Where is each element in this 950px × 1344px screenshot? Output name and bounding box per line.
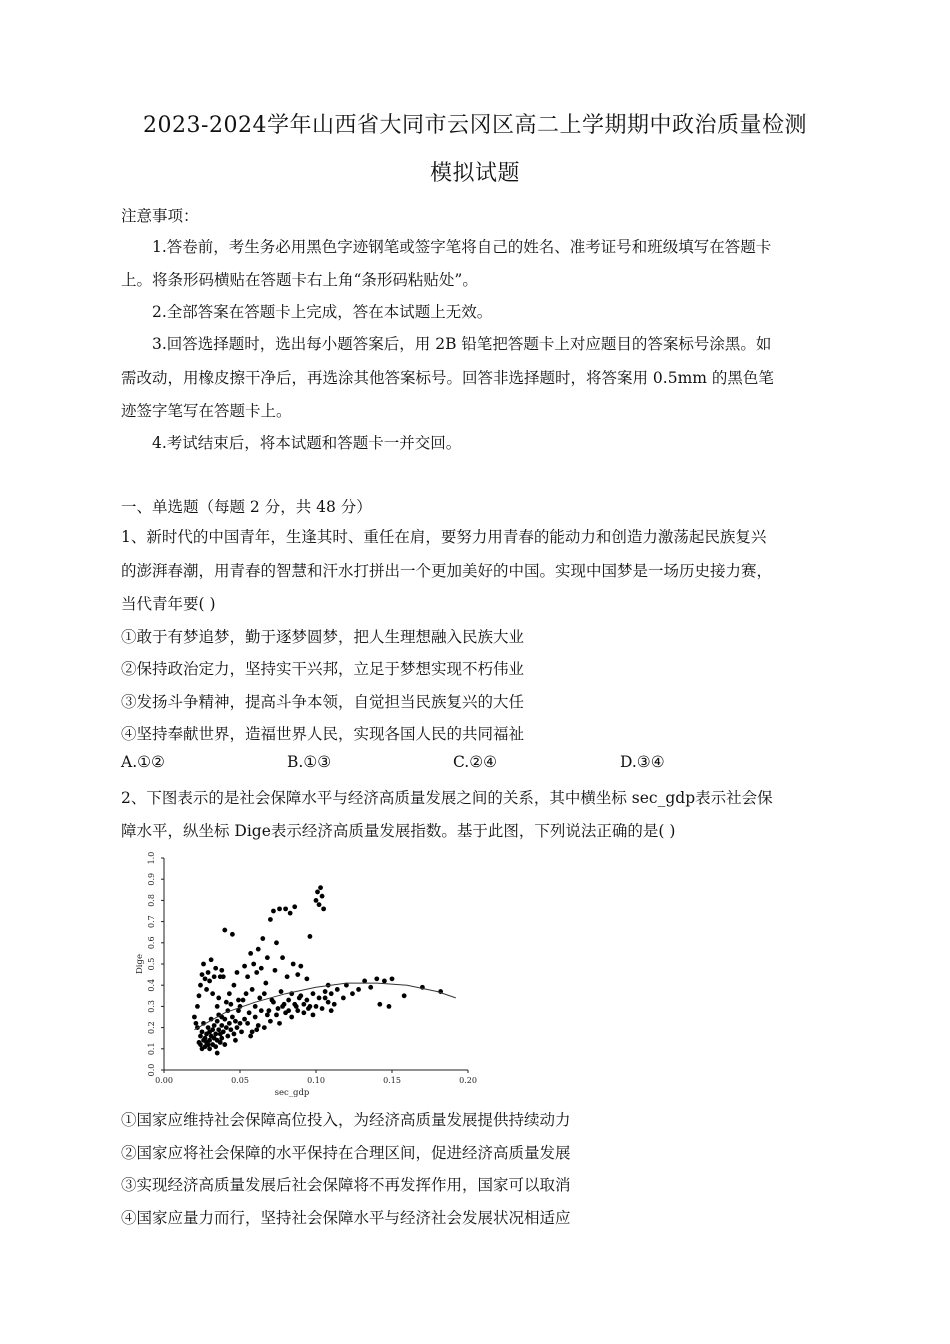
document-title-line2: 模拟试题 bbox=[429, 161, 520, 186]
data-point bbox=[219, 968, 224, 973]
data-point bbox=[279, 989, 284, 994]
data-point bbox=[260, 936, 265, 941]
data-point bbox=[314, 1004, 319, 1009]
data-point bbox=[308, 1004, 313, 1009]
data-point bbox=[198, 983, 203, 988]
data-point bbox=[216, 996, 221, 1001]
data-point bbox=[259, 1008, 264, 1013]
data-point bbox=[236, 998, 241, 1003]
data-point bbox=[206, 970, 211, 975]
data-point bbox=[304, 976, 309, 981]
data-point bbox=[215, 1051, 220, 1056]
data-point bbox=[292, 904, 297, 909]
y-tick-label: 0.0 bbox=[147, 1063, 156, 1077]
data-point bbox=[262, 1025, 267, 1030]
y-tick-label: 0.1 bbox=[147, 1042, 156, 1056]
document-title-line1: 2023-2024学年山西省大同市云冈区高二上学期期中政治质量检测 bbox=[143, 113, 807, 138]
q1-option-d[interactable]: D.③④ bbox=[620, 753, 665, 771]
data-point bbox=[200, 972, 205, 977]
data-point bbox=[374, 976, 379, 981]
data-point bbox=[311, 991, 316, 996]
section-heading: 一、单选题（每题 2 分，共 48 分） bbox=[121, 498, 372, 516]
notice-heading: 注意事项： bbox=[121, 207, 199, 225]
x-tick-label: 0.05 bbox=[231, 1076, 249, 1085]
x-axis-title: sec_gdp bbox=[274, 1088, 310, 1098]
data-point bbox=[256, 947, 261, 952]
data-point bbox=[215, 1019, 220, 1024]
data-point bbox=[390, 976, 395, 981]
data-point bbox=[285, 974, 290, 979]
data-point bbox=[233, 1019, 238, 1024]
data-point bbox=[213, 1044, 218, 1049]
q1-option-a[interactable]: A.①② bbox=[121, 753, 165, 771]
data-point bbox=[238, 1021, 243, 1026]
data-point bbox=[221, 1029, 226, 1034]
data-point bbox=[239, 1029, 244, 1034]
notice-line: 4.考试结束后，将本试题和答题卡一并交回。 bbox=[152, 434, 462, 452]
data-point bbox=[235, 1025, 240, 1030]
data-point bbox=[262, 991, 267, 996]
data-point bbox=[387, 1004, 392, 1009]
q1-item: ③发扬斗争精神，提高斗争本领，自觉担当民族复兴的大任 bbox=[121, 693, 525, 711]
y-tick-label: 0.9 bbox=[147, 872, 156, 886]
data-point bbox=[308, 934, 313, 939]
data-point bbox=[216, 1027, 221, 1032]
data-point bbox=[242, 1017, 247, 1022]
data-point bbox=[329, 1008, 334, 1013]
data-point bbox=[245, 1021, 250, 1026]
q2-stem-line: 2、下图表示的是社会保障水平与经济高质量发展之间的关系，其中横坐标 sec_gdp表示社会保 bbox=[121, 789, 773, 807]
data-point bbox=[248, 951, 253, 956]
data-point bbox=[221, 974, 226, 979]
y-tick-label: 0.8 bbox=[147, 894, 156, 907]
data-point bbox=[321, 906, 326, 911]
data-point bbox=[286, 998, 291, 1003]
data-point bbox=[227, 991, 232, 996]
data-point bbox=[209, 957, 214, 962]
x-tick-label: 0.20 bbox=[459, 1076, 477, 1085]
data-point bbox=[207, 1046, 212, 1051]
data-point bbox=[295, 1008, 300, 1013]
data-point bbox=[263, 981, 268, 986]
data-point bbox=[235, 970, 240, 975]
data-point bbox=[250, 1029, 255, 1034]
data-point bbox=[276, 1006, 281, 1011]
data-point bbox=[323, 996, 328, 1001]
data-point bbox=[265, 1012, 270, 1017]
data-point bbox=[323, 989, 328, 994]
data-point bbox=[332, 1002, 337, 1007]
data-point bbox=[218, 1040, 223, 1045]
data-point bbox=[291, 962, 296, 967]
data-point bbox=[253, 1015, 258, 1020]
data-point bbox=[207, 979, 212, 984]
data-point bbox=[213, 1032, 218, 1037]
y-tick-label: 0.4 bbox=[147, 978, 156, 992]
data-point bbox=[329, 991, 334, 996]
y-tick-label: 1.0 bbox=[147, 851, 156, 865]
notice-line: 2.全部答案在答题卡上完成，答在本试题上无效。 bbox=[152, 303, 493, 321]
q1-stem-line: 当代青年要( ) bbox=[121, 595, 216, 613]
data-point bbox=[280, 1004, 285, 1009]
data-point bbox=[224, 1000, 229, 1005]
data-point bbox=[320, 1006, 325, 1011]
data-point bbox=[242, 964, 247, 969]
data-point bbox=[232, 983, 237, 988]
y-tick-label: 0.7 bbox=[147, 915, 156, 928]
data-point bbox=[292, 1002, 297, 1007]
data-point bbox=[288, 911, 293, 916]
q1-option-b[interactable]: B.①③ bbox=[287, 753, 332, 771]
data-point bbox=[248, 1034, 253, 1039]
data-point bbox=[212, 974, 217, 979]
data-point bbox=[314, 898, 319, 903]
data-point bbox=[228, 1027, 233, 1032]
data-point bbox=[233, 1038, 238, 1043]
q2-item: ②国家应将社会保障的水平保持在合理区间，促进经济高质量发展 bbox=[121, 1144, 571, 1162]
data-point bbox=[350, 991, 355, 996]
data-point bbox=[317, 996, 322, 1001]
scatter-chart bbox=[128, 848, 478, 1100]
data-point bbox=[222, 1042, 227, 1047]
data-point bbox=[317, 902, 322, 907]
data-point bbox=[318, 885, 323, 890]
data-point bbox=[228, 1002, 233, 1007]
data-point bbox=[254, 1027, 259, 1032]
data-point bbox=[206, 1042, 211, 1047]
data-point bbox=[273, 968, 278, 973]
data-point bbox=[295, 972, 300, 977]
data-point bbox=[203, 1036, 208, 1041]
data-point bbox=[259, 966, 264, 971]
data-point bbox=[227, 1021, 232, 1026]
data-point bbox=[256, 1023, 261, 1028]
data-point bbox=[210, 1027, 215, 1032]
data-point bbox=[247, 1010, 252, 1015]
data-point bbox=[311, 1012, 316, 1017]
data-point bbox=[298, 964, 303, 969]
data-point bbox=[210, 991, 215, 996]
notice-line: 需改动，用橡皮擦干净后，再选涂其他答案标号。回答非选择题时，将答案用 0.5mm 的黑色笔 bbox=[121, 369, 774, 387]
data-point bbox=[326, 1000, 331, 1005]
data-point bbox=[283, 906, 288, 911]
data-point bbox=[224, 1025, 229, 1030]
data-point bbox=[320, 894, 325, 899]
data-point bbox=[197, 993, 202, 998]
data-point bbox=[230, 1015, 235, 1020]
q1-stem-line: 1、新时代的中国青年，生逢其时、重任在肩，要努力用青春的能动力和创造力激荡起民族复兴 bbox=[121, 528, 767, 546]
data-point bbox=[215, 1004, 220, 1009]
q1-option-c[interactable]: C.②④ bbox=[453, 753, 498, 771]
data-point bbox=[219, 1023, 224, 1028]
data-point bbox=[204, 987, 209, 992]
data-point bbox=[212, 1023, 217, 1028]
data-point bbox=[251, 962, 256, 967]
x-tick-label: 0.10 bbox=[307, 1076, 325, 1085]
data-point bbox=[271, 909, 276, 914]
q1-item: ④坚持奉献世界，造福世界人民，实现各国人民的共同福祉 bbox=[121, 725, 525, 743]
data-point bbox=[225, 1034, 230, 1039]
data-point bbox=[268, 1019, 273, 1024]
data-point bbox=[289, 1015, 294, 1020]
q1-item: ②保持政治定力，坚持实干兴邦，立足于梦想实现不朽伟业 bbox=[121, 660, 525, 678]
data-point bbox=[198, 1034, 203, 1039]
data-point bbox=[219, 1036, 224, 1041]
data-point bbox=[213, 966, 218, 971]
data-point bbox=[201, 962, 206, 967]
data-point bbox=[198, 1042, 203, 1047]
data-point bbox=[206, 1025, 211, 1030]
data-point bbox=[277, 1021, 282, 1026]
x-tick-label: 0.00 bbox=[155, 1076, 173, 1085]
data-point bbox=[203, 976, 208, 981]
data-point bbox=[382, 979, 387, 984]
data-point bbox=[402, 993, 407, 998]
notice-line: 上。将条形码横贴在答题卡右上角“条形码粘贴处”。 bbox=[121, 271, 478, 289]
data-point bbox=[301, 1010, 306, 1015]
data-point bbox=[194, 1021, 199, 1026]
data-point bbox=[274, 940, 279, 945]
data-point bbox=[274, 1012, 279, 1017]
data-point bbox=[232, 1032, 237, 1037]
data-point bbox=[244, 991, 249, 996]
q2-stem-line: 障水平，纵坐标 Dige表示经济高质量发展指数。基于此图，下列说法正确的是( ) bbox=[121, 822, 676, 840]
data-point bbox=[254, 970, 259, 975]
data-point bbox=[192, 1015, 197, 1020]
data-point bbox=[335, 987, 340, 992]
notice-line: 1.答卷前，考生务必用黑色字迹钢笔或签字笔将自己的姓名、准考证号和班级填写在答题卡 bbox=[152, 238, 772, 256]
data-point bbox=[268, 917, 273, 922]
data-point bbox=[230, 932, 235, 937]
data-point bbox=[257, 996, 262, 1001]
data-point bbox=[241, 998, 246, 1003]
data-point bbox=[301, 1002, 306, 1007]
q1-stem-line: 的澎湃春潮，用青春的智慧和汗水打拼出一个更加美好的中国。实现中国梦是一场历史接力赛， bbox=[121, 562, 773, 580]
data-point bbox=[245, 974, 250, 979]
data-point bbox=[207, 1038, 212, 1043]
q2-item: ①国家应维持社会保障高位投入，为经济高质量发展提供持续动力 bbox=[121, 1111, 571, 1129]
notice-line: 3.回答选择题时，选出每小题答案后，用 2B 铅笔把答题卡上对应题目的答案标号涂黑。如 bbox=[152, 335, 772, 353]
x-tick-label: 0.15 bbox=[383, 1076, 401, 1085]
data-point bbox=[304, 998, 309, 1003]
y-tick-label: 0.5 bbox=[147, 957, 156, 971]
data-point bbox=[368, 985, 373, 990]
data-point bbox=[298, 993, 303, 998]
data-point bbox=[315, 890, 320, 895]
data-point bbox=[277, 906, 282, 911]
data-point bbox=[341, 996, 346, 1001]
notice-line: 迹签字笔写在答题卡上。 bbox=[121, 402, 292, 420]
data-point bbox=[265, 955, 270, 960]
data-point bbox=[200, 1029, 205, 1034]
data-point bbox=[377, 1002, 382, 1007]
data-point bbox=[195, 1004, 200, 1009]
data-point bbox=[280, 955, 285, 960]
y-axis-title: Dige bbox=[135, 953, 145, 975]
data-point bbox=[250, 987, 255, 992]
y-tick-label: 0.6 bbox=[147, 936, 156, 950]
data-point bbox=[356, 987, 361, 992]
y-tick-label: 0.3 bbox=[147, 1000, 156, 1013]
data-point bbox=[253, 1004, 258, 1009]
y-tick-label: 0.2 bbox=[147, 1021, 156, 1034]
data-point bbox=[271, 1000, 276, 1005]
data-point bbox=[222, 928, 227, 933]
data-point bbox=[283, 1010, 288, 1015]
q2-item: ③实现经济高质量发展后社会保障将不再发挥作用，国家可以取消 bbox=[121, 1176, 571, 1194]
q2-item: ④国家应量力而行，坚持社会保障水平与经济社会发展状况相适应 bbox=[121, 1209, 571, 1227]
q1-item: ①敢于有梦追梦，勤于逐梦圆梦，把人生理想融入民族大业 bbox=[121, 628, 525, 646]
data-point bbox=[266, 1008, 271, 1013]
